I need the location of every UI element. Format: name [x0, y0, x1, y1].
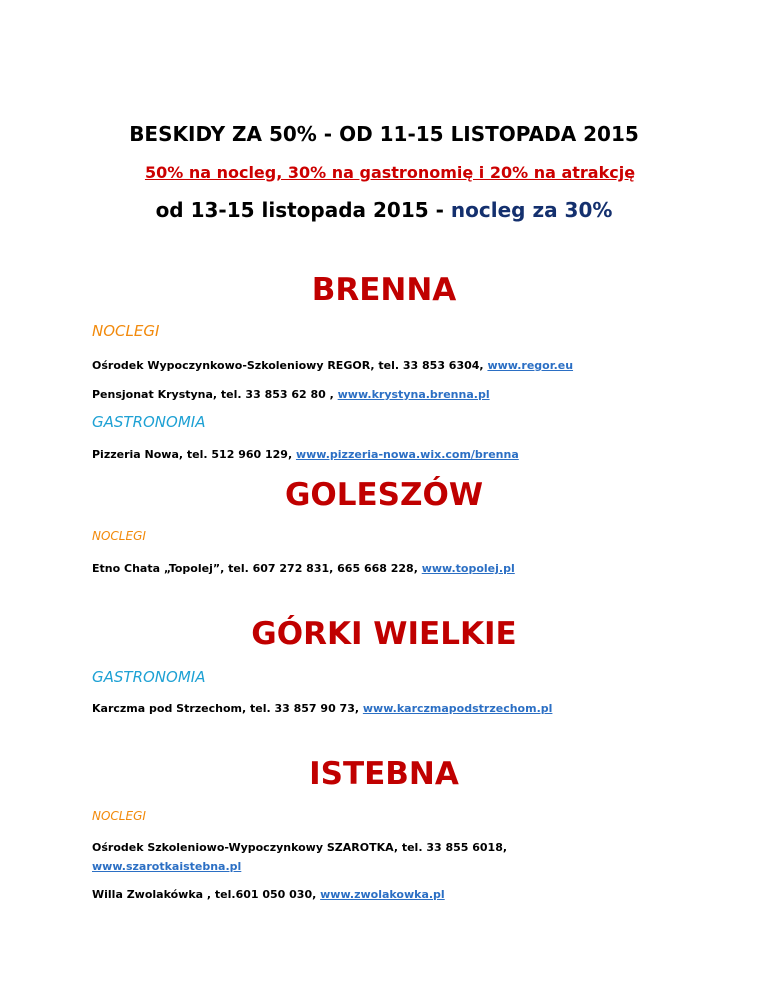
entry-text: Pizzeria Nowa, tel. 512 960 129,: [92, 448, 296, 461]
website-link[interactable]: www.zwolakowka.pl: [320, 888, 445, 901]
website-link[interactable]: www.topolej.pl: [421, 562, 515, 575]
list-item: [92, 860, 241, 873]
dates-highlight: nocleg za 30%: [450, 198, 613, 222]
list-item: [92, 841, 507, 854]
town-heading-brenna: BRENNA: [311, 272, 457, 308]
website-link[interactable]: www.pizzeria-nowa.wix.com/brenna: [295, 448, 519, 461]
category-gastronomia: GASTRONOMIA: [92, 413, 206, 431]
list-item: [92, 702, 552, 715]
list-item: [92, 448, 519, 461]
website-link[interactable]: www.krystyna.brenna.pl: [337, 388, 490, 401]
town-heading-istebna: ISTEBNA: [309, 756, 459, 792]
entry-text: Ośrodek Wypoczynkowo-Szkoleniowy REGOR, tel. 33 853 6304,: [92, 359, 488, 372]
entry-text: Willa Zwolakówka , tel.601 050 030,: [92, 888, 321, 901]
entry-text: Ośrodek Szkoleniowo-Wypoczynkowy SZAROTKA, tel. 33 855 6018,: [92, 841, 508, 854]
website-link[interactable]: www.regor.eu: [487, 359, 574, 372]
discount-subtitle: 50% na nocleg, 30% na gastronomię i 20% na atrakcję: [144, 163, 636, 182]
list-item: [92, 888, 445, 901]
town-heading-gorki-wielkie: GÓRKI WIELKIE: [251, 616, 517, 652]
list-item: [92, 388, 490, 401]
entry-text: Karczma pod Strzechom, tel. 33 857 90 73,: [92, 702, 363, 715]
website-link[interactable]: www.karczmapodstrzechom.pl: [362, 702, 553, 715]
list-item: [92, 562, 515, 575]
dates-prefix: od 13-15 listopada 2015 -: [155, 198, 451, 222]
dates-line: [0, 198, 768, 222]
entry-text: Pensjonat Krystyna, tel. 33 853 62 80 ,: [92, 388, 338, 401]
document-title: BESKIDY ZA 50% - OD 11-15 LISTOPADA 2015: [129, 122, 639, 146]
list-item: [92, 359, 573, 372]
category-noclegi: NOCLEGI: [92, 322, 160, 340]
category-noclegi: NOCLEGI: [92, 529, 146, 543]
entry-text: Etno Chata „Topolej”, tel. 607 272 831, 665 668 228,: [92, 562, 422, 575]
category-noclegi: NOCLEGI: [92, 809, 146, 823]
town-heading-goleszow: GOLESZÓW: [284, 477, 484, 513]
website-link[interactable]: www.szarotkaistebna.pl: [92, 860, 242, 873]
category-gastronomia: GASTRONOMIA: [92, 668, 206, 686]
